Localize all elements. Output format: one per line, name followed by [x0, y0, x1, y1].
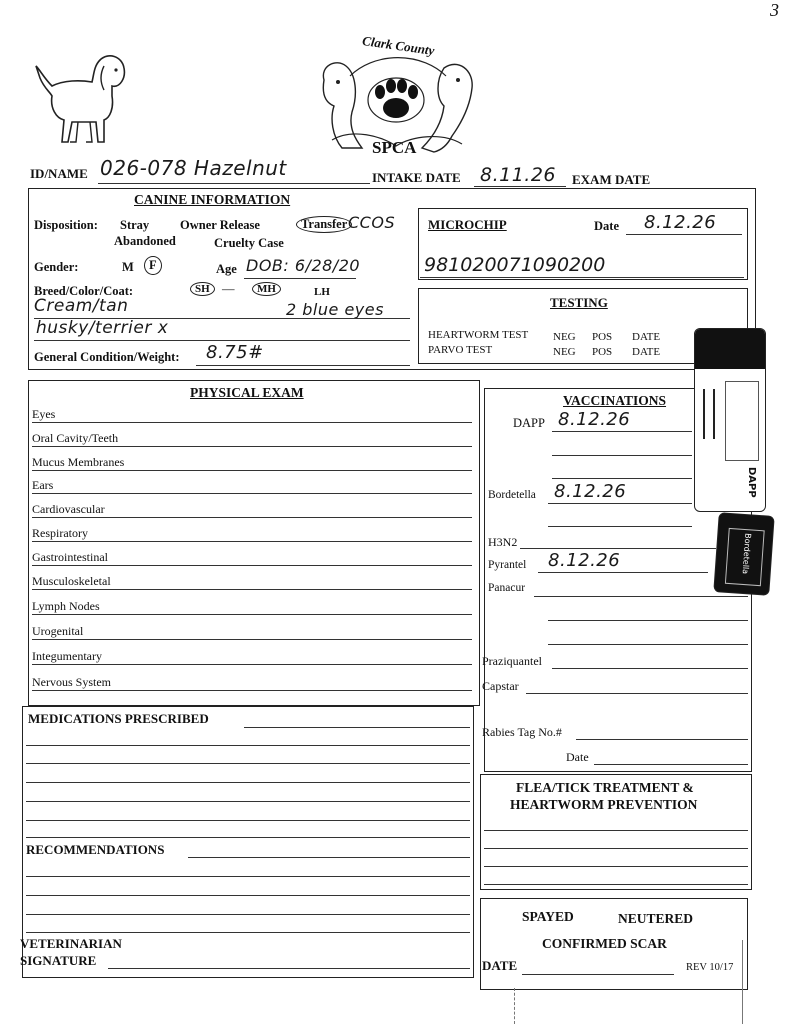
- gender-label: Gender:: [34, 260, 79, 274]
- disposition-label: Disposition:: [34, 218, 98, 232]
- flea-line-1: [484, 830, 748, 831]
- sticker-text-block: [725, 381, 759, 461]
- physical-exam-item-label: Eyes: [32, 407, 56, 421]
- disposition-handwritten[interactable]: CCOS: [348, 213, 396, 232]
- neutered-label[interactable]: NEUTERED: [618, 911, 694, 926]
- med-line-3: [26, 782, 470, 783]
- bordetella-line-2: [548, 526, 692, 527]
- disposition-stray[interactable]: Stray: [120, 218, 150, 232]
- rev-label: REV 10/17: [686, 962, 734, 973]
- vaccine-sticker-dapp: [694, 328, 766, 512]
- physical-exam-item-line[interactable]: [32, 493, 472, 494]
- coat-mh[interactable]: MH: [252, 282, 281, 296]
- flea-line-3: [484, 866, 748, 867]
- coat-lh[interactable]: LH: [314, 286, 330, 298]
- dapp-label: DAPP: [513, 416, 545, 430]
- rec-line-3: [26, 914, 470, 915]
- physical-exam-item-line[interactable]: [32, 541, 472, 542]
- capstar-line: [526, 693, 748, 694]
- h3n2-line: [520, 548, 716, 549]
- vet-signature-line1: VETERINARIAN: [20, 936, 122, 951]
- rec-line-1: [26, 876, 470, 877]
- page-number: 3: [770, 0, 779, 20]
- breed-line1[interactable]: Cream/tan: [34, 296, 129, 316]
- rabies-date-label: Date: [566, 750, 589, 764]
- heartworm-test-label: HEARTWORM TEST: [428, 329, 529, 341]
- med-line-2: [26, 763, 470, 764]
- physical-exam-title: PHYSICAL EXAM: [190, 385, 304, 400]
- physical-exam-item-line[interactable]: [32, 664, 472, 665]
- id-name-value[interactable]: 026-078 Hazelnut: [100, 156, 287, 180]
- vaccinations-title: VACCINATIONS: [563, 393, 667, 408]
- physical-exam-item-line[interactable]: [32, 470, 472, 471]
- sticker2-label: Bordetella: [740, 532, 753, 575]
- med-line-4: [26, 801, 470, 802]
- physical-exam-item-line[interactable]: [32, 690, 472, 691]
- panacur-line-2: [548, 620, 748, 621]
- flea-line-2: [484, 848, 748, 849]
- heartworm-pos[interactable]: POS: [592, 331, 613, 343]
- flea-tick-line2: HEARTWORM PREVENTION: [510, 797, 698, 812]
- med-line-0: [244, 727, 470, 728]
- microchip-number-line: [420, 277, 744, 278]
- physical-exam-item-line[interactable]: [32, 422, 472, 423]
- bordetella-line: [548, 503, 692, 504]
- capstar-label: Capstar: [482, 679, 519, 693]
- microchip-number[interactable]: 981020071090200: [424, 254, 606, 276]
- spay-date-label: DATE: [482, 958, 518, 973]
- pyrantel-value[interactable]: 8.12.26: [548, 550, 621, 571]
- vet-signature-line[interactable]: [108, 968, 470, 969]
- physical-exam-item-label: Cardiovascular: [32, 502, 105, 516]
- physical-exam-item-line[interactable]: [32, 614, 472, 615]
- dapp-line-2: [552, 455, 692, 456]
- physical-exam-item-label: Integumentary: [32, 649, 102, 663]
- microchip-date-label: Date: [594, 219, 619, 233]
- panacur-line: [534, 596, 748, 597]
- confirmed-scar-label[interactable]: CONFIRMED SCAR: [542, 936, 667, 951]
- intake-date-label: INTAKE DATE: [372, 170, 461, 185]
- parvo-date-label: DATE: [632, 346, 661, 358]
- physical-exam-item-label: Mucus Membranes: [32, 455, 125, 469]
- spayed-label[interactable]: SPAYED: [522, 909, 574, 924]
- logo-org-bottom: SPCA: [372, 138, 417, 157]
- intake-date-line: [474, 186, 566, 187]
- logo-org-top: Clark County: [361, 33, 436, 58]
- sticker-dark-band: [695, 329, 766, 369]
- gender-m[interactable]: M: [122, 260, 134, 274]
- med-line-5: [26, 820, 470, 821]
- dapp-line: [552, 431, 692, 432]
- parvo-test-label: PARVO TEST: [428, 344, 493, 356]
- condition-label: General Condition/Weight:: [34, 350, 180, 364]
- heartworm-neg[interactable]: NEG: [553, 331, 576, 343]
- dapp-line-3: [552, 478, 692, 479]
- intake-date-value[interactable]: 8.11.26: [480, 164, 557, 186]
- panacur-label: Panacur: [488, 582, 526, 594]
- coat-dash: —: [222, 282, 235, 296]
- flea-line-4: [484, 884, 748, 885]
- disposition-abandoned[interactable]: Abandoned: [114, 234, 176, 248]
- physical-exam-item-line[interactable]: [32, 639, 472, 640]
- rec-line-4: [26, 932, 470, 933]
- disposition-owner-release[interactable]: Owner Release: [180, 218, 260, 232]
- age-line: [244, 278, 356, 279]
- age-value[interactable]: DOB: 6/28/20: [246, 256, 361, 275]
- physical-exam-item-label: Gastrointestinal: [32, 550, 108, 564]
- physical-exam-item-label: Nervous System: [32, 675, 111, 689]
- physical-exam-item-label: Lymph Nodes: [32, 599, 100, 613]
- gender-f[interactable]: F: [144, 256, 162, 275]
- physical-exam-item-label: Oral Cavity/Teeth: [32, 431, 119, 445]
- physical-exam-item-label: Urogenital: [32, 624, 84, 638]
- rec-line-2: [26, 895, 470, 896]
- heartworm-date-label: DATE: [632, 331, 661, 343]
- bordetella-label: Bordetella: [488, 489, 536, 501]
- dapp-value[interactable]: 8.12.26: [558, 409, 631, 430]
- scan-artifact-line-2: [742, 940, 743, 1024]
- physical-exam-item-line[interactable]: [32, 565, 472, 566]
- flea-tick-line1: FLEA/TICK TREATMENT &: [516, 780, 694, 795]
- physical-exam-item-label: Musculoskeletal: [32, 574, 111, 588]
- vet-signature-line2: SIGNATURE: [20, 953, 97, 968]
- parvo-neg[interactable]: NEG: [553, 346, 576, 358]
- coat-sh[interactable]: SH: [190, 282, 215, 296]
- h3n2-label: H3N2: [488, 535, 518, 549]
- rec-line-0: [188, 857, 470, 858]
- med-line-1: [26, 745, 470, 746]
- microchip-date-value[interactable]: 8.12.26: [644, 212, 717, 233]
- microchip-label: MICROCHIP: [428, 217, 507, 232]
- breed-label: Breed/Color/Coat:: [34, 284, 134, 298]
- id-name-line: [98, 183, 370, 184]
- rabies-date-line[interactable]: [594, 764, 748, 765]
- physical-exam-item-line[interactable]: [32, 446, 472, 447]
- parvo-pos[interactable]: POS: [592, 346, 613, 358]
- med-line-6: [26, 837, 470, 838]
- sticker1-label: DAPP: [746, 467, 757, 498]
- physical-exam-item-label: Ears: [32, 478, 54, 492]
- medications-title: MEDICATIONS PRESCRIBED: [28, 711, 209, 726]
- physical-exam-item-line[interactable]: [32, 517, 472, 518]
- condition-value[interactable]: 8.75#: [206, 342, 264, 363]
- disposition-cruelty[interactable]: Cruelty Case: [214, 236, 284, 250]
- pyrantel-line: [538, 572, 708, 573]
- canine-info-title: CANINE INFORMATION: [134, 192, 291, 207]
- sticker-barcode-icon: [703, 389, 715, 439]
- testing-title: TESTING: [550, 295, 608, 310]
- breed-line2[interactable]: husky/terrier x: [36, 318, 169, 338]
- dog-illustration-icon: [30, 48, 130, 148]
- panacur-line-3: [548, 644, 748, 645]
- pyrantel-label: Pyrantel: [488, 559, 527, 571]
- vaccine-sticker-bordetella: [713, 512, 774, 596]
- id-name-label: ID/NAME: [30, 166, 88, 181]
- condition-line: [196, 365, 410, 366]
- rabies-tag-label: Rabies Tag No.#: [482, 725, 562, 739]
- scan-artifact-line: [514, 988, 515, 1024]
- breed-eyes[interactable]: 2 blue eyes: [286, 300, 384, 319]
- exam-date-label: EXAM DATE: [572, 172, 651, 187]
- spay-date-line[interactable]: [522, 974, 674, 975]
- physical-exam-item-label: Respiratory: [32, 526, 88, 540]
- age-label: Age: [216, 262, 237, 276]
- physical-exam-item-line[interactable]: [32, 589, 472, 590]
- praziquantel-line: [552, 668, 748, 669]
- recommendations-title: RECOMMENDATIONS: [26, 842, 165, 857]
- praziquantel-label: Praziquantel: [482, 654, 542, 668]
- rabies-tag-line[interactable]: [576, 739, 748, 740]
- bordetella-value[interactable]: 8.12.26: [554, 481, 627, 502]
- microchip-date-line: [626, 234, 742, 235]
- disposition-transfer[interactable]: Transfer: [296, 216, 352, 233]
- breed-line-2-rule: [34, 340, 410, 341]
